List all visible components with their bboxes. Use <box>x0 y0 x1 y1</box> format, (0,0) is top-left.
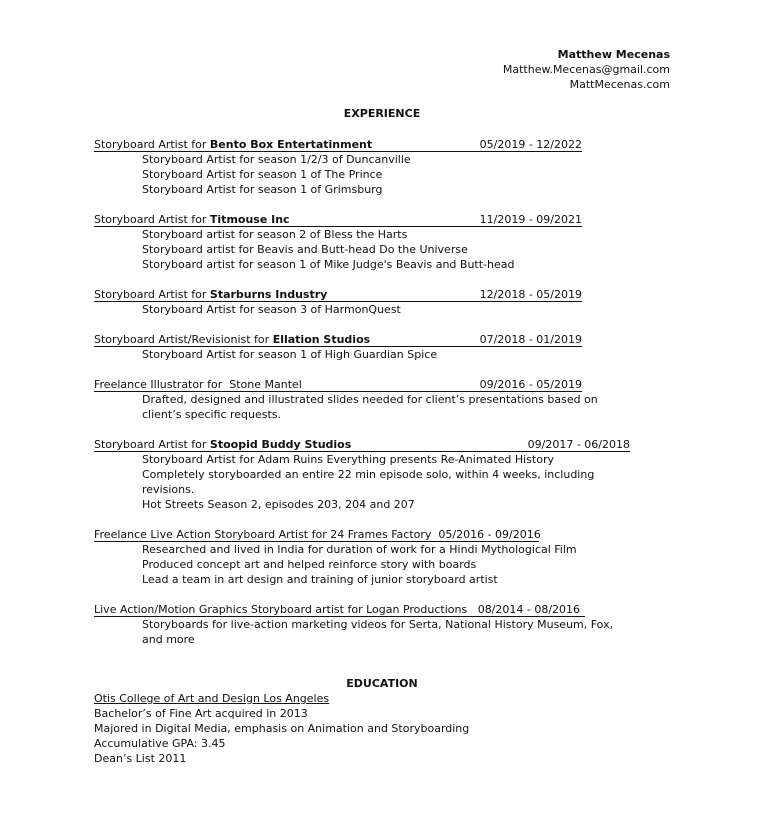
job-details <box>142 452 630 512</box>
job-header <box>94 332 582 347</box>
job-detail-line: Drafted, designed and illustrated slides needed for client’s presentations based on <box>142 393 598 406</box>
job-dates: 07/2018 - 01/2019 <box>479 333 582 346</box>
job-entry <box>94 137 582 197</box>
contact-website: MattMecenas.com <box>569 78 670 91</box>
job-company: Bento Box Entertatinment <box>209 138 373 151</box>
job-detail-line: Storyboard artist for Beavis and Butt-head Do the Universe <box>142 243 468 256</box>
job-company: Stoopid Buddy Studios <box>209 438 352 451</box>
job-title-prefix: Storyboard Artist/Revisionist for <box>94 333 273 346</box>
job-header <box>94 437 630 452</box>
job-header <box>94 527 539 542</box>
education-line: Dean’s List 2011 <box>94 752 187 765</box>
job-header <box>94 377 582 392</box>
education-block <box>94 691 469 766</box>
job-dates: 05/2019 - 12/2022 <box>479 138 582 151</box>
job-title-prefix: Freelance Live Action Storyboard Artist for 24 Frames Factory 05/2016 - 09/2016 <box>94 528 541 541</box>
job-title-prefix: Freelance Illustrator for Stone Mantel <box>94 378 302 391</box>
education-line: Accumulative GPA: 3.45 <box>94 737 226 750</box>
job-detail-line: Storyboard Artist for season 1 of Grimsburg <box>142 183 383 196</box>
contact-block <box>503 47 670 92</box>
job-entry <box>94 332 582 362</box>
job-title-prefix: Live Action/Motion Graphics Storyboard artist for Logan Productions 08/2014 - 08/2016 <box>94 603 581 616</box>
job-company: Titmouse Inc <box>209 213 290 226</box>
job-dates: 09/2016 - 05/2019 <box>479 378 582 391</box>
job-entry <box>94 287 582 317</box>
job-detail-line: Storyboard artist for season 1 of Mike Judge's Beavis and Butt-head <box>142 258 515 271</box>
job-company: Ellation Studios <box>272 333 371 346</box>
job-detail-line: Completely storyboarded an entire 22 min episode solo, within 4 weeks, including <box>142 468 595 481</box>
job-entry <box>94 602 614 647</box>
job-detail-line: Storyboard Artist for season 3 of HarmonQuest <box>142 303 401 316</box>
job-details <box>142 617 614 647</box>
contact-name: Matthew Mecenas <box>557 48 670 61</box>
job-detail-line: Storyboard Artist for season 1/2/3 of Duncanville <box>142 153 411 166</box>
job-details <box>142 227 582 272</box>
contact-email: Matthew.Mecenas@gmail.com <box>502 63 670 76</box>
job-details <box>142 347 582 362</box>
job-dates: 09/2017 - 06/2018 <box>527 438 630 451</box>
job-detail-line: client’s specific requests. <box>142 408 282 421</box>
job-detail-line: Researched and lived in India for duration of work for a Hindi Mythological Film <box>142 543 577 556</box>
job-detail-line: Lead a team in art design and training of junior storyboard artist <box>142 573 498 586</box>
job-detail-line: Storyboard Artist for Adam Ruins Everything presents Re-Animated History <box>142 453 554 466</box>
job-dates: 11/2019 - 09/2021 <box>479 213 582 226</box>
job-details <box>142 152 582 197</box>
job-entry <box>94 527 577 587</box>
job-entry <box>94 437 630 512</box>
job-entry <box>94 212 582 272</box>
job-title-prefix: Storyboard Artist for <box>94 438 210 451</box>
job-detail-line: Storyboard Artist for season 1 of The Prince <box>142 168 383 181</box>
experience-heading: EXPERIENCE <box>343 107 421 120</box>
job-detail-line: Storyboards for live-action marketing videos for Serta, National History Museum, Fox, <box>142 618 614 631</box>
job-detail-line: Storyboard artist for season 2 of Bless the Harts <box>142 228 408 241</box>
job-details <box>142 542 577 587</box>
job-header <box>94 137 582 152</box>
job-detail-line: Produced concept art and helped reinforce story with boards <box>142 558 477 571</box>
job-title-prefix: Storyboard Artist for <box>94 138 210 151</box>
education-line: Majored in Digital Media, emphasis on Animation and Storyboarding <box>94 722 470 735</box>
education-school: Otis College of Art and Design Los Angeles <box>94 692 330 705</box>
job-detail-line: Hot Streets Season 2, episodes 203, 204 and 207 <box>142 498 415 511</box>
job-title-prefix: Storyboard Artist for <box>94 288 210 301</box>
job-company: Starburns Industry <box>209 288 328 301</box>
job-title-prefix: Storyboard Artist for <box>94 213 210 226</box>
job-detail-line: and more <box>142 633 195 646</box>
education-line: Bachelor’s of Fine Art acquired in 2013 <box>94 707 308 720</box>
job-dates: 12/2018 - 05/2019 <box>479 288 582 301</box>
job-header <box>94 212 582 227</box>
job-details <box>142 392 598 422</box>
job-entry <box>94 377 598 422</box>
job-detail-line: revisions. <box>142 483 195 496</box>
job-header <box>94 287 582 302</box>
job-header <box>94 602 585 617</box>
job-detail-line: Storyboard Artist for season 1 of High Guardian Spice <box>142 348 438 361</box>
education-heading: EDUCATION <box>346 677 418 690</box>
job-details <box>142 302 582 317</box>
